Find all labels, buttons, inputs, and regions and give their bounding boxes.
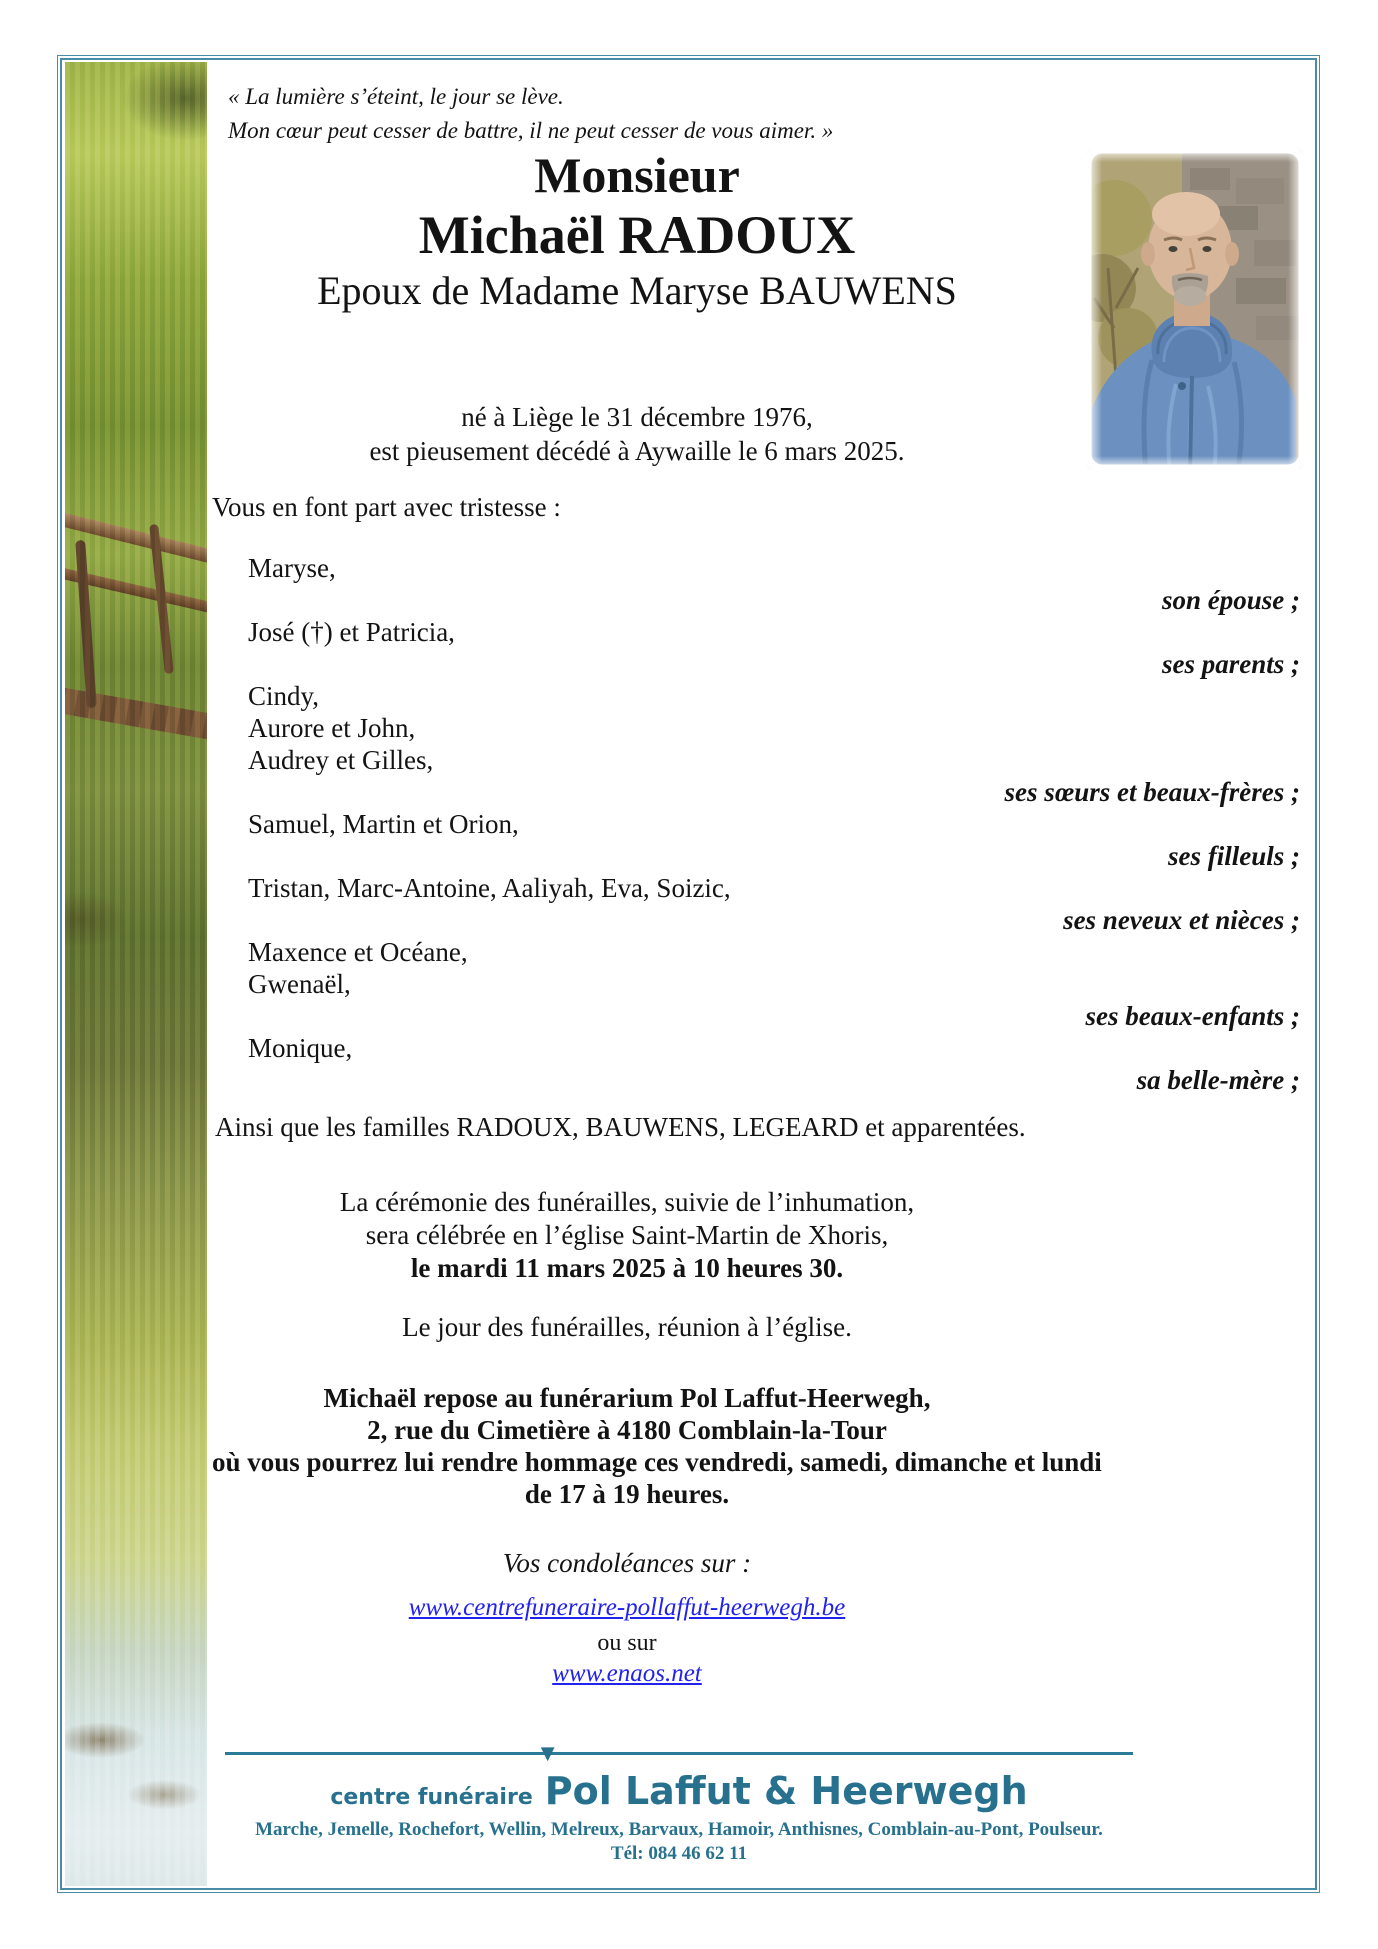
birth-death-block bbox=[212, 400, 1062, 468]
family-member-name: Tristan, Marc-Antoine, Aaliyah, Eva, Soizic, bbox=[248, 873, 731, 903]
funerarium-line-1: Michaël repose au funérarium Pol Laffut-Heerwegh, bbox=[323, 1383, 931, 1413]
condolences-link-centrefuneraire[interactable]: www.centrefuneraire-pollaffut-heerwegh.be bbox=[408, 1594, 846, 1621]
funerarium-block bbox=[212, 1382, 1102, 1510]
family-member-name: Maxence et Océane, bbox=[248, 937, 468, 967]
funeral-home-footer bbox=[225, 1743, 1133, 1865]
condolences-label: Vos condoléances sur : bbox=[502, 1548, 752, 1578]
logo-small-text: centre funéraire bbox=[330, 1785, 533, 1810]
relationship-label: ses filleuls ; bbox=[1168, 841, 1300, 871]
nature-photo-strip bbox=[65, 62, 207, 1886]
family-member-name: Cindy, bbox=[248, 681, 320, 711]
portrait-illustration bbox=[1086, 148, 1304, 470]
bridge-post bbox=[75, 540, 97, 708]
funerarium-line-3: où vous pourrez lui rendre hommage ces vendredi, samedi, dimanche et lundi bbox=[212, 1447, 1102, 1477]
spouse-line: Epoux de Madame Maryse BAUWENS bbox=[317, 268, 957, 313]
funeral-home-logo bbox=[225, 1743, 1133, 1813]
deceased-portrait-photo bbox=[1086, 148, 1304, 470]
footer-cities: Marche, Jemelle, Rochefort, Wellin, Melreux, Barvaux, Hamoir, Anthisnes, Comblain-au-Pont, Poulseur. bbox=[255, 1819, 1103, 1840]
relationship-label: ses sœurs et beaux-frères ; bbox=[1004, 777, 1300, 807]
relationship-label: ses beaux-enfants ; bbox=[1085, 1001, 1300, 1031]
family-list bbox=[248, 552, 1300, 1096]
or-text: ou sur bbox=[597, 1630, 657, 1656]
ceremony-date-line: le mardi 11 mars 2025 à 10 heures 30. bbox=[410, 1253, 844, 1283]
ceremony-line-1: La cérémonie des funérailles, suivie de l’inhumation, bbox=[339, 1187, 915, 1217]
family-member-name: Gwenaël, bbox=[248, 969, 351, 999]
footer-separator-line bbox=[225, 1752, 1133, 1755]
bridge-rail bbox=[65, 566, 207, 617]
death-line: est pieusement décédé à Aywaille le 6 mars 2025. bbox=[369, 436, 905, 466]
bridge-deck bbox=[65, 686, 207, 745]
relationship-label: ses parents ; bbox=[1161, 649, 1300, 679]
family-member-name: José (†) et Patricia, bbox=[248, 617, 455, 647]
family-member-name: Samuel, Martin et Orion, bbox=[248, 809, 519, 839]
funerarium-line-2: 2, rue du Cimetière à 4180 Comblain-la-Tour bbox=[367, 1415, 887, 1445]
funerarium-line-4: de 17 à 19 heures. bbox=[524, 1479, 730, 1509]
condolences-link-enaos[interactable]: www.enaos.net bbox=[552, 1660, 702, 1687]
deceased-title-block bbox=[212, 146, 1062, 316]
bridge-rail bbox=[65, 510, 207, 567]
quote-line-2: Mon cœur peut cesser de battre, il ne peut cesser de vous aimer. » bbox=[228, 118, 834, 143]
families-line: Ainsi que les familles RADOUX, BAUWENS, LEGEARD et apparentées. bbox=[215, 1112, 1026, 1142]
family-member-name: Aurore et John, bbox=[248, 713, 416, 743]
relationship-label: ses neveux et nièces ; bbox=[1063, 905, 1300, 935]
logo-brand-name: Pol Laffut & Heerwegh bbox=[544, 1769, 1028, 1813]
relationship-label: sa belle-mère ; bbox=[1136, 1065, 1300, 1095]
reunion-line: Le jour des funérailles, réunion à l’église. bbox=[402, 1312, 852, 1342]
deceased-name: Michaël RADOUX bbox=[418, 205, 856, 265]
quote-line-1: « La lumière s’éteint, le jour se lève. bbox=[228, 84, 564, 109]
announcement-intro: Vous en font part avec tristesse : bbox=[212, 492, 561, 522]
family-member-name: Monique, bbox=[248, 1033, 353, 1063]
ceremony-block bbox=[212, 1186, 1042, 1285]
footer-phone: Tél: 084 46 62 11 bbox=[610, 1843, 748, 1864]
birth-line: né à Liège le 31 décembre 1976, bbox=[461, 402, 813, 432]
relationship-label: son épouse ; bbox=[1161, 585, 1300, 615]
civility-title: Monsieur bbox=[534, 147, 740, 203]
bridge-post bbox=[149, 524, 174, 674]
memorial-quote bbox=[228, 80, 833, 148]
logo-triangle-icon: ▼ bbox=[540, 1743, 555, 1764]
family-member-name: Audrey et Gilles, bbox=[248, 745, 434, 775]
ceremony-line-2: sera célébrée en l’église Saint-Martin de Xhoris, bbox=[365, 1220, 889, 1250]
family-member-name: Maryse, bbox=[248, 553, 336, 583]
